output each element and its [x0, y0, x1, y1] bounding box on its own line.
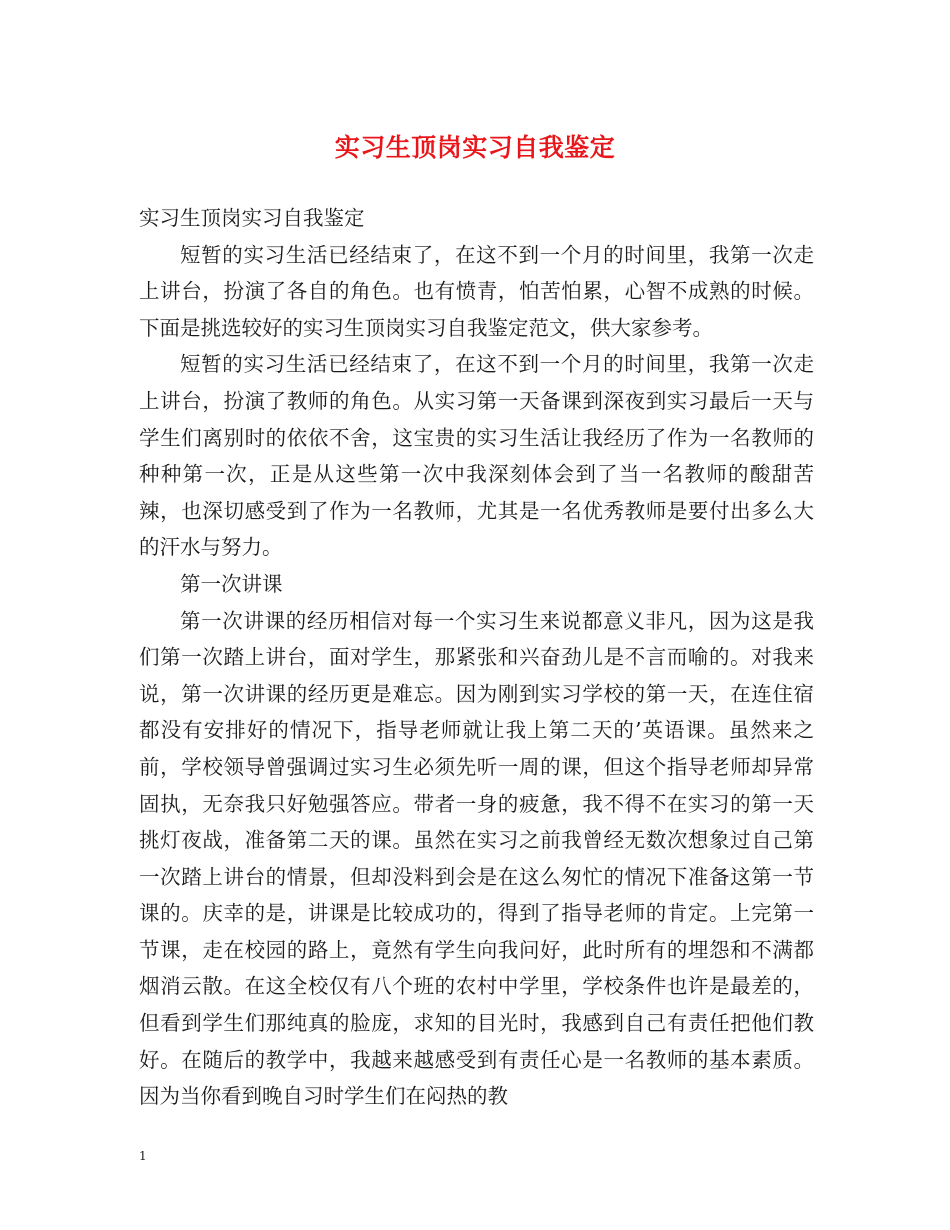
document-title: 实习生顶岗实习自我鉴定: [334, 133, 616, 162]
body-paragraph: 第一次讲课的经历相信对每一个实习生来说都意义非凡，因为这是我们第一次踏上讲台，面对学生，那紧张和兴奋劲儿是不言而喻的。对我来说，第一次讲课的经历更是难忘。因为刚到实习学校的第一天，在连住宿都没有安排好的情况下，指导老师就让我上第二天的’英语课。虽然来之前，学校领导曾强调过实习生必须先听一周的课，但这个指导老师却异常固执，无奈我只好勉强答应。带者一身的疲惫，我不得不在实习的第一天挑灯夜战，准备第二天的课。虽然在实习之前我曾经无数次想象过自己第一次踏上讲台的情景，但却没料到会是在这么匆忙的情况下准备这第一节课的。庆幸的是，讲课是比较成功的，得到了指导老师的肯定。上完第一节课，走在校园的路上，竟然有学生向我问好，此时所有的埋怨和不满都烟消云散。在这全校仅有八个班的农村中学里，学校条件也许是最差的，但看到学生们那纯真的脸庞，求知的目光时，我感到自己有责任把他们教好。在随后的教学中，我越来越感受到有责任心是一名教师的基本素质。因为当你看到晚自习时学生们在闷热的教: [139, 608, 814, 1109]
body-paragraph: 短暂的实习生活已经结束了，在这不到一个月的时间里，我第一次走上讲台，扮演了教师的角色。从实习第一天备课到深夜到实习最后一天与学生们离别时的依依不舍，这宝贵的实习生活让我经历了作为一名教师的种种第一次，正是从这些第一次中我深刻体会到了当一名教师的酸甜苦辣，也深切感受到了作为一名教师，尤其是一名优秀教师是要付出多么大的汗水与努力。: [139, 352, 814, 560]
page-number: 1: [139, 1149, 147, 1163]
intro-paragraph: 短暂的实习生活已经结束了，在这不到一个月的时间里，我第一次走上讲台，扮演了各自的角色。也有愤青，怕苦怕累，心智不成熟的时候。下面是挑选较好的实习生顶岗实习自我鉴定范文，供大家参考。: [139, 242, 814, 340]
subtitle-paragraph: 实习生顶岗实习自我鉴定: [139, 206, 365, 230]
document-body: [139, 200, 814, 1115]
section-heading: 第一次讲课: [180, 571, 283, 596]
